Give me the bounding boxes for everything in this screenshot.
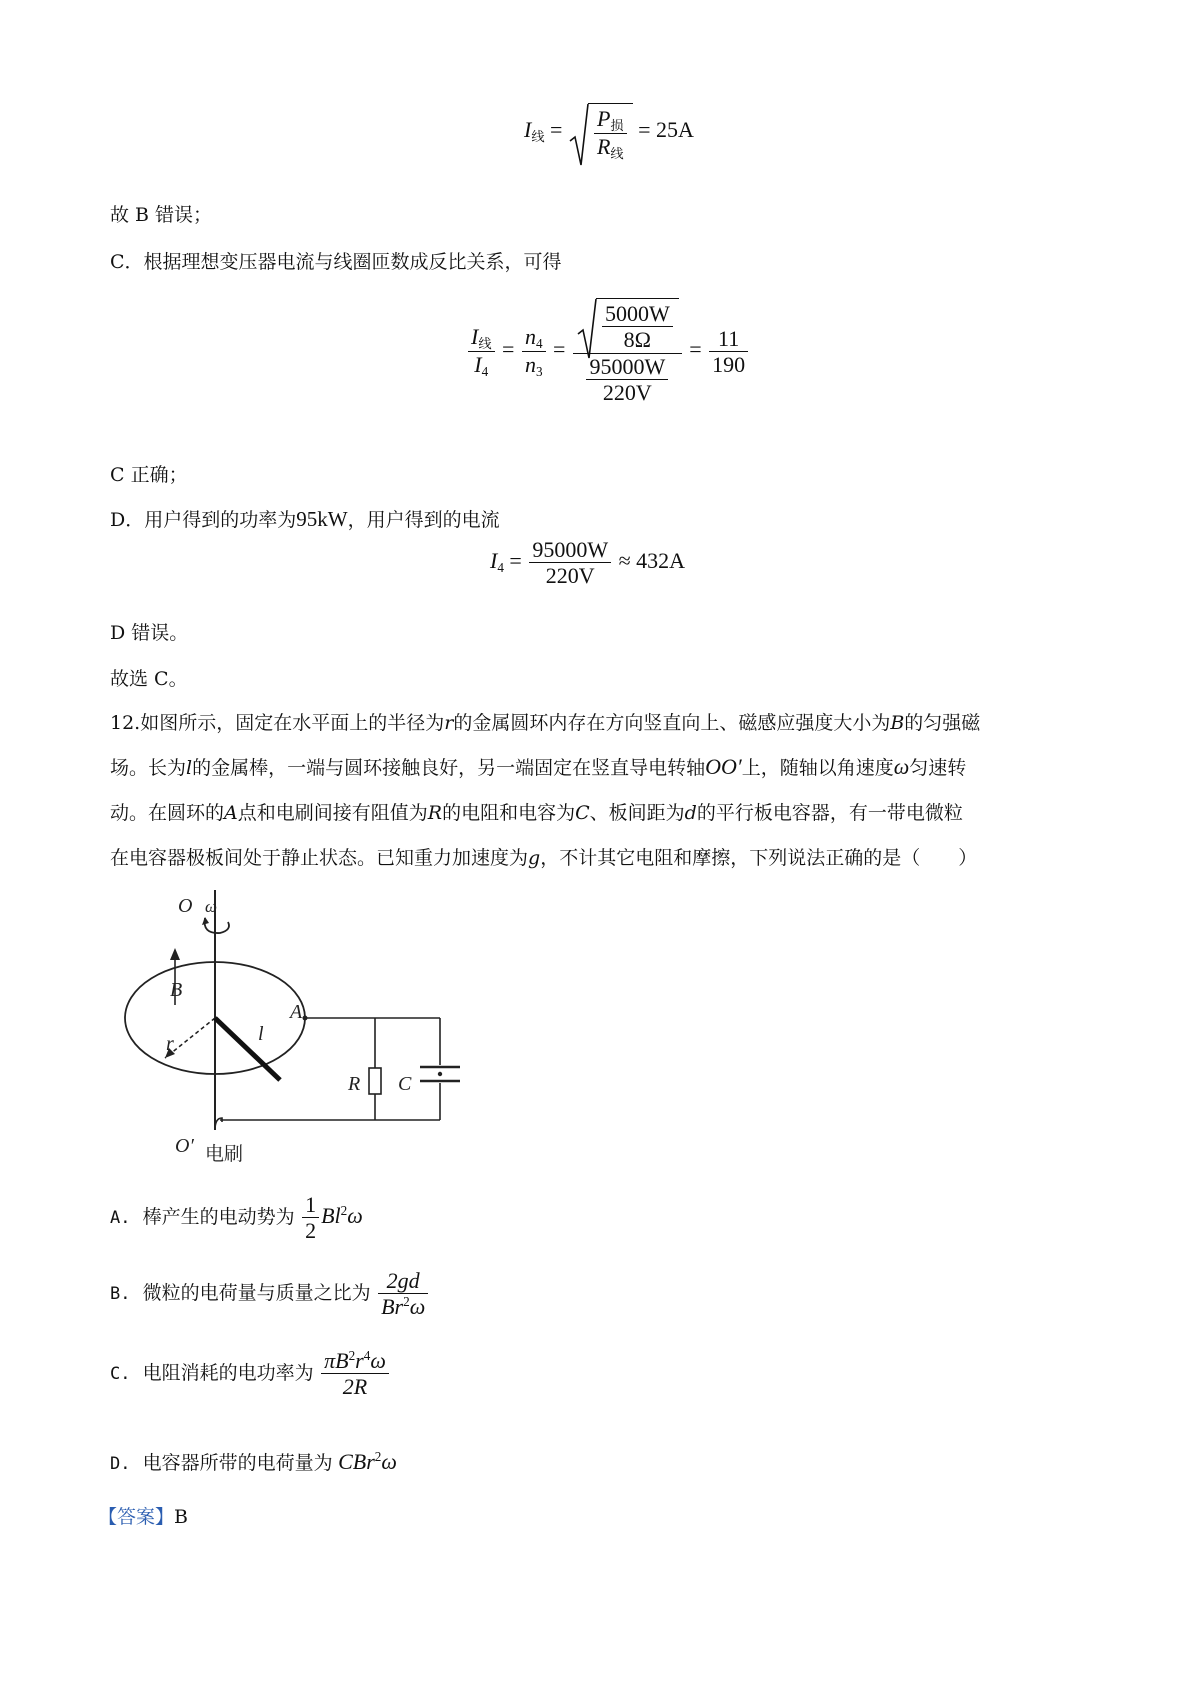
question-12-line-2: 场。长为l的金属棒，一端与圆环接触良好，另一端固定在竖直导电转轴OO′上，随轴以角速度ω匀速转: [110, 754, 967, 779]
answer-tag: 【答案】: [98, 1506, 175, 1528]
question-12-line-1: 12.如图所示，固定在水平面上的半径为r的金属圆环内存在方向竖直向上、磁感应强度大小为B的匀强磁: [110, 712, 981, 734]
equation-user-current: $I_4$ = $\frac{95000W}{220V}$ ≈ 432A: [490, 537, 686, 589]
label-r: r: [166, 1033, 174, 1055]
label-brush: 电刷: [205, 1143, 244, 1165]
text-c-intro: C．根据理想变压器电流与线圈匝数成反比关系，可得: [110, 251, 562, 273]
text-d-intro: D．用户得到的功率为95kW，用户得到的电流: [110, 507, 500, 531]
option-a: A. 棒产生的电动势为 $\frac{1}{2}$ Bl$^2$ω: [110, 1192, 363, 1244]
label-l: l: [258, 1023, 264, 1045]
circuit-diagram: [110, 890, 490, 1170]
answer-line: [98, 1502, 188, 1529]
option-c: C. 电阻消耗的电功率为 $\frac{\pi B^2r^4\omega}{2R}$: [110, 1348, 391, 1400]
question-12-line-3: 动。在圆环的A点和电刷间接有阻值为R的电阻和电容为C、板间距为d的平行板电容器，有一带电微粒: [110, 802, 963, 824]
label-R: R: [348, 1073, 361, 1095]
question-12-line-4: 在电容器极板间处于静止状态。已知重力加速度为g，不计其它电阻和摩擦，下列说法正确的是（ ）: [110, 847, 978, 869]
text-d-wrong: D 错误。: [110, 622, 189, 644]
answer-value: B: [174, 1506, 188, 1528]
label-omega: ω: [205, 897, 218, 916]
label-O-prime: O′: [175, 1135, 194, 1157]
equation-line-current: $I_线$ = $\frac{P_损}{R_线}$ = 25A: [524, 103, 694, 161]
label-C: C: [398, 1073, 412, 1095]
option-d: D. 电容器所带的电荷量为 CBr$^2$ω: [110, 1449, 397, 1474]
label-O: O: [178, 895, 193, 917]
text-choose: 故选 C。: [110, 668, 188, 690]
charged-particle: [438, 1072, 442, 1076]
rotation-arrow: [205, 918, 229, 933]
equation-transformer-ratio: $\frac{I_线}{I_4}$ = $\frac{n_4}{n_3}$ = $\frac{\frac{5000W}{8\Omega}}{\frac{95000W}{220V}}$ = $\frac{11}{190}$: [466, 298, 750, 405]
option-b: B. 微粒的电荷量与质量之比为 $\frac{2gd}{Br^2\omega}$: [110, 1268, 430, 1320]
label-B: B: [170, 979, 183, 1001]
text-b-wrong: 故 B 错误；: [110, 204, 213, 226]
resistor: [369, 1068, 381, 1094]
label-A: A: [290, 1001, 303, 1023]
text-c-correct: C 正确；: [110, 464, 188, 486]
